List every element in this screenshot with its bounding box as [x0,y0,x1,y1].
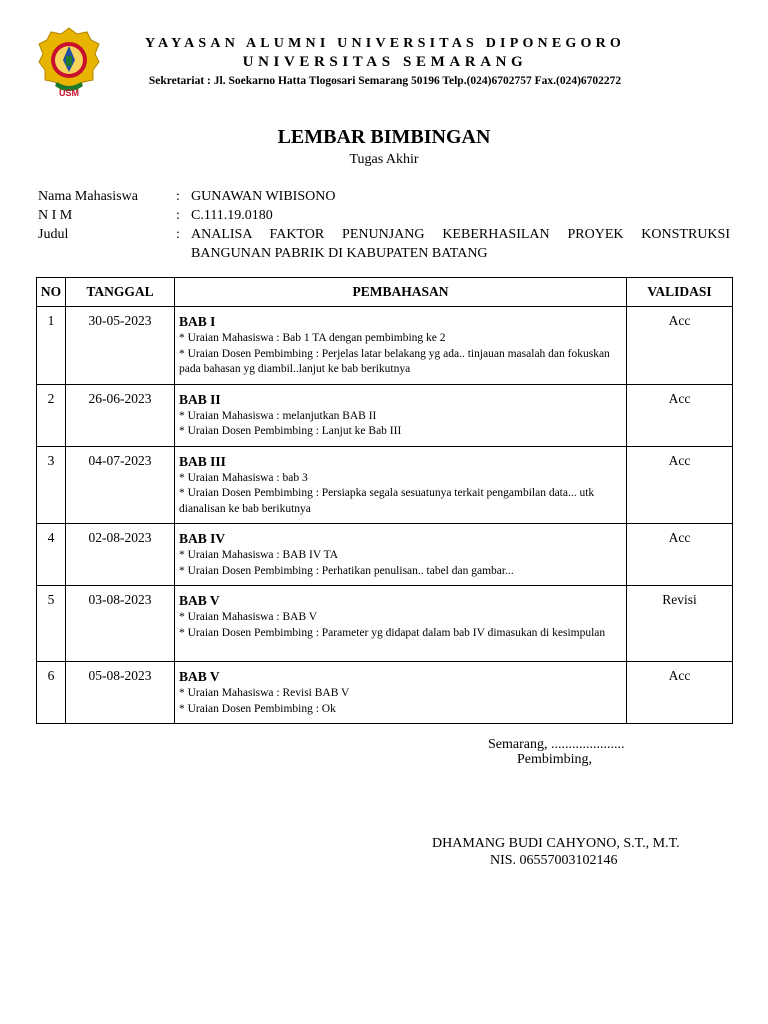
student-info [38,187,730,263]
table-header-row [37,278,733,307]
row-validation: Acc [627,446,733,524]
logo-text: USM [59,88,79,98]
student-name-row [38,187,730,206]
row-date: 02-08-2023 [66,524,175,586]
row-topic [175,524,627,586]
row-validation: Acc [627,524,733,586]
bab-title: BAB II [179,391,221,407]
secretariat-address: Sekretariat : Jl. Soekarno Hatta Tlogosari Semarang 50196 Telp.(024)6702757 Fax.(024)6702272 [148,75,622,87]
table-row [37,524,733,586]
colon: : [176,227,180,242]
row-date: 05-08-2023 [66,662,175,724]
header-no: NO [37,278,66,307]
row-validation: Acc [627,662,733,724]
lecturer-note: * Uraian Dosen Pembimbing : Perjelas latar belakang yg ada.. tinjauan masalah dan fokuskan pada bahasan yg diambil..lanjut ke bab berikutnya [179,347,610,375]
bab-title: BAB V [179,593,220,608]
student-note: * Uraian Mahasiswa : melanjutkan BAB II [179,409,377,422]
guidance-table [36,277,733,724]
row-no: 1 [37,307,66,385]
student-name-label: Nama Mahasiswa [38,189,138,204]
row-no: 4 [37,524,66,586]
foundation-name: YAYASAN ALUMNI UNIVERSITAS DIPONEGORO [145,36,625,51]
row-validation: Revisi [627,586,733,662]
page-subtitle: Tugas Akhir [349,152,419,167]
row-topic [175,307,627,385]
row-no: 3 [37,446,66,524]
row-topic [175,446,627,524]
signature-role: Pembimbing, [517,752,593,767]
header-topic: PEMBAHASAN [175,278,627,307]
table-row [37,384,733,446]
lecturer-note: * Uraian Dosen Pembimbing : Persiapka segala sesuatunya terkait pengambilan data... utk dianalisan ke bab berikutnya [179,487,595,515]
student-note: * Uraian Mahasiswa : BAB V [179,611,318,623]
table-row [37,586,733,662]
table-row [37,446,733,524]
row-validation: Acc [627,307,733,385]
student-note: * Uraian Mahasiswa : Revisi BAB V [179,687,350,699]
student-note: * Uraian Mahasiswa : Bab 1 TA dengan pembimbing ke 2 [179,332,446,344]
row-date: 26-06-2023 [66,384,175,446]
row-no: 5 [37,586,66,662]
lecturer-note: * Uraian Dosen Pembimbing : Parameter yg didapat dalam bab IV dimasukan di kesimpulan [179,626,606,639]
row-topic [175,384,627,446]
university-logo [37,26,101,98]
row-no: 2 [37,384,66,446]
student-nim-label: N I M [38,208,73,223]
thesis-title: ANALISA FAKTOR PENUNJANG KEBERHASILAN PROYEK KONSTRUKSI BANGUNAN PABRIK DI KABUPATEN BATANG [191,227,730,261]
student-nim-row [38,206,730,225]
university-name: UNIVERSITAS SEMARANG [242,54,528,70]
lecturer-note: * Uraian Dosen Pembimbing : Perhatikan penulisan.. tabel dan gambar... [179,564,514,577]
lecturer-note: * Uraian Dosen Pembimbing : Lanjut ke Bab III [179,425,402,437]
bab-title: BAB V [179,669,220,684]
table-row [37,662,733,724]
signature-place-date: Semarang, ..................... [488,737,625,752]
row-topic [175,586,627,662]
row-date: 30-05-2023 [66,307,175,385]
row-validation: Acc [627,384,733,446]
table-row [37,307,733,385]
bab-title: BAB III [179,453,226,469]
signature-name: DHAMANG BUDI CAHYONO, S.T., M.T. [432,836,680,851]
bab-title: BAB I [179,314,216,329]
student-name: GUNAWAN WIBISONO [191,189,336,204]
header-date: TANGGAL [66,278,175,307]
colon: : [176,208,180,223]
student-note: * Uraian Mahasiswa : BAB IV TA [179,549,338,561]
lecturer-note: * Uraian Dosen Pembimbing : Ok [179,702,336,715]
row-topic [175,662,627,724]
thesis-title-row [38,225,730,263]
row-no: 6 [37,662,66,724]
colon: : [176,189,180,204]
row-date: 03-08-2023 [66,586,175,662]
thesis-title-label: Judul [38,227,69,242]
row-date: 04-07-2023 [66,446,175,524]
student-nim: C.111.19.0180 [191,208,273,223]
student-note: * Uraian Mahasiswa : bab 3 [179,471,308,484]
signature-nis: NIS. 06557003102146 [490,853,618,868]
page-title: LEMBAR BIMBINGAN [277,126,491,148]
bab-title: BAB IV [179,531,226,546]
header-validation: VALIDASI [627,278,733,307]
